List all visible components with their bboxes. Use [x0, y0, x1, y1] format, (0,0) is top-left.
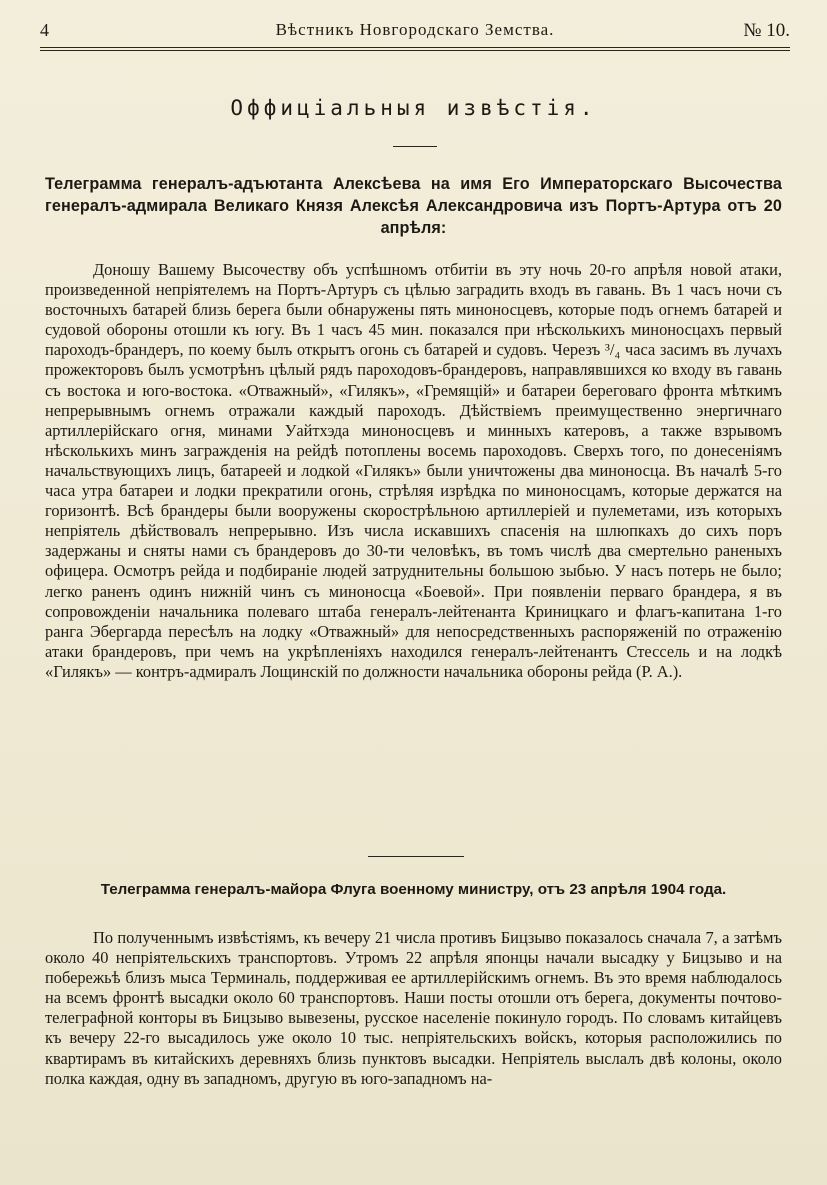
telegram2-heading: Телеграмма генералъ-майора Флуга военному министру, отъ 23 апрѣля 1904 года.	[100, 881, 727, 898]
journal-title: Вѣстникъ Новгородскаго Земства.	[275, 20, 555, 39]
telegram1-heading: Телеграмма генералъ-адъютанта Алексѣева на имя Его Императорскаго Высочества генералъ-адмирала Великаго Князя Алексѣя Александровича изъ Портъ-Артура отъ 20 апрѣля:	[45, 175, 782, 237]
section-divider	[393, 146, 437, 147]
header-rule	[40, 47, 790, 51]
telegram1-body: Доношу Вашему Высочеству объ успѣшномъ отбитіи въ эту ночь 20-го апрѣля новой атаки, произведенной непріятелемъ на Портъ-Артуръ съ цѣлью заградить входъ въ гавань. Въ 1 часъ ночи съ восточныхъ батарей близь берега были обнаружены пять миноносцевъ, которые подъ огнемъ батарей и судовой обороны отошли къ югу. Въ 1 часъ 45 мин. показался при нѣсколькихъ миноносцахъ первый пароходъ-брандеръ, по коему былъ открытъ огонь съ батарей и судовъ. Черезъ ³/₄ часа засимъ въ лучахъ прожекторовъ былъ усмотрѣнъ цѣлый рядъ пароходовъ-брандеровъ, направлявшихся ко входу въ гавань съ востока и юго-востока. «Отважный», «Гилякъ», «Гремящій» и батареи береговаго фронта мѣткимъ непрерывнымъ огнемъ отражали каждый пароходъ. Дѣйствіемъ преимущественно энергичнаго артиллерійскаго огня, минами Уайтхэда миноносцевъ и минныхъ катеровъ, а также взрывомъ нѣсколькихъ минъ загражденія на рейдѣ потоплены восемь пароходовъ. Сверхъ того, по донесеніямъ начальствующихъ лицъ, батареей и лодкой «Гилякъ» были уничтожены два миноносца. Въ началѣ 5-го часа утра батареи и лодки прекратили огонь, стрѣляя изрѣдка по миноносцамъ, которые держатся на горизонтѣ. Всѣ брандеры были вооружены скорострѣльною артиллеріей и пулеметами, изъ которыхъ непріятель дѣйствовалъ непрерывно. Изъ числа искавшихъ спасенія на шлюпкахъ до сихъ поръ задержаны и сняты нами съ брандеровъ до 30-ти человѣкъ, въ томъ числѣ два смертельно раненыхъ офицера. Осмотръ рейда и подбираніе людей затруднительны большою зыбью. У насъ потерь не было; легко раненъ одинъ нижній чинъ съ миноносца «Боевой». При появленіи перваго брандера, я въ сопровожденіи начальника полеваго штаба генералъ-лейтенанта Криницкаго и флагъ-капитана 1-го ранга Эбергарда пересѣлъ на лодку «Отважный» для непосредственныхъ распоряженій по отраженію атаки брандеровъ, при чемъ на укрѣпленіяхъ находился генералъ-лейтенантъ Стессель и на лодкѣ «Гилякъ» — контръ-адмиралъ Лощинскій по должности начальника обороны рейда (Р. А.).	[45, 260, 782, 681]
telegram-divider	[368, 856, 464, 857]
issue-number: № 10.	[743, 20, 790, 41]
section-title: Оффиціальныя извѣстія.	[230, 96, 597, 120]
page-number: 4	[40, 20, 49, 40]
running-header	[40, 20, 790, 44]
telegram2-body: По полученнымъ извѣстіямъ, къ вечеру 21 числа противъ Бицзыво показалось сначала 7, а затѣмъ около 40 непріятельскихъ транспортовъ. Утромъ 22 апрѣля японцы начали высадку у Бицзыво и на побережьѣ близъ мыса Терминаль, поддерживая ее артиллерійскимъ огнемъ. Въ это время наблюдалось на всемъ фронтѣ высадки около 60 транспортовъ. Наши посты отошли отъ берега, документы почтово-телеграфной конторы въ Бицзыво вывезены, русское населеніе покинуло городъ. По словамъ китайцевъ къ вечеру 22-го высадилось уже около 10 тыс. непріятельскихъ войскъ, которыя расположились по квартирамъ въ китайскихъ деревняхъ близь пунктовъ высадки. Непріятель выслалъ двѣ колоны, около полка каждая, одну въ западномъ, другую въ юго-западномъ на-	[45, 928, 782, 1088]
